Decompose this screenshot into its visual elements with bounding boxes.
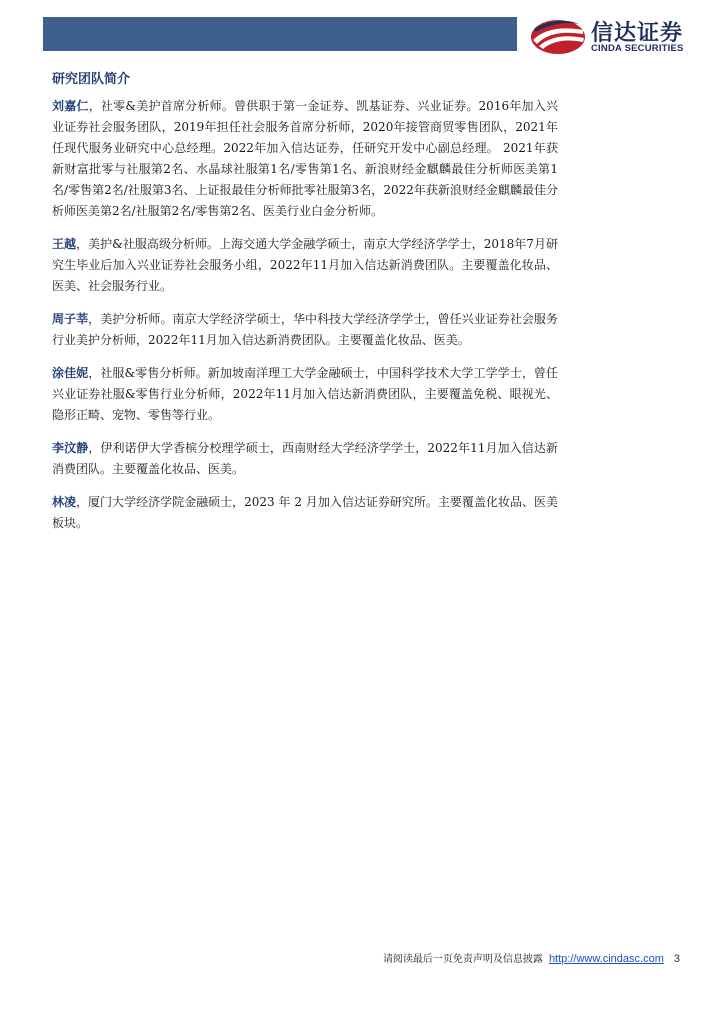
cinda-logo-icon — [529, 16, 587, 56]
analyst-bio: ，社零&美护首席分析师。曾供职于第一金证券、凯基证券、兴业证券。2016年加入兴业证券社会服务团队，2019年担任社会服务首席分析师，2020年接管商贸零售团队，2021年任现代服务业研究中心总经理。2022年加入信达证券，任研究开发中心副总经理。 2021年获新财富批零与社服第2名、水晶球社服第1名/零售第1名、新浪财经金麒麟最佳分析师医美第1名/零售第2名/社服第3名、上证报最佳分析师批零社服第3名，2022年获新浪财经金麒麟最佳分析师医美第2名/社服第2名/零售第2名、医美行业白金分析师。 — [52, 99, 558, 218]
footer-url-link[interactable]: http://www.cindasc.com — [548, 953, 664, 965]
analyst-name: 涂佳妮 — [52, 366, 89, 380]
page-number: 3 — [673, 953, 680, 965]
bio-entry — [52, 309, 558, 351]
bio-entry — [52, 438, 558, 480]
analyst-name: 李汶静 — [52, 441, 89, 455]
analyst-name: 王越 — [52, 237, 77, 251]
analyst-name: 林凌 — [52, 495, 77, 509]
analyst-name: 周子莘 — [52, 312, 89, 326]
analyst-name: 刘嘉仁 — [52, 99, 89, 113]
analyst-bio: ，厦门大学经济学院金融硕士，2023 年 2 月加入信达证券研究所。主要覆盖化妆品、医美板块。 — [52, 495, 558, 530]
analyst-bio: ，伊利诺伊大学香槟分校理学硕士，西南财经大学经济学学士，2022年11月加入信达新消费团队。主要覆盖化妆品、医美。 — [52, 441, 558, 476]
analyst-bio: ，美护&社服高级分析师。上海交通大学金融学硕士，南京大学经济学学士，2018年7月研究生毕业后加入兴业证券社会服务小组，2022年11月加入信达新消费团队。主要覆盖化妆品、医美、社会服务行业。 — [52, 237, 558, 293]
brand-name-en: CINDA SECURITIES — [591, 43, 684, 54]
section-title: 研究团队简介 — [52, 72, 131, 87]
header-bar — [43, 17, 517, 51]
page-footer — [0, 950, 680, 965]
bio-entry — [52, 234, 558, 297]
brand-logo — [529, 14, 709, 56]
bio-entry — [52, 363, 558, 426]
bio-entry — [52, 96, 558, 222]
footer-disclaimer: 请阅读最后一页免责声明及信息披露 — [382, 954, 543, 965]
team-bios — [52, 96, 558, 546]
analyst-bio: ，美护分析师。南京大学经济学硕士，华中科技大学经济学学士，曾任兴业证券社会服务行业美护分析师，2022年11月加入信达新消费团队。主要覆盖化妆品、医美。 — [52, 312, 558, 347]
brand-name-cn: 信达证券 — [591, 21, 684, 46]
analyst-bio: ，社服&零售分析师。新加坡南洋理工大学金融硕士，中国科学技术大学工学学士，曾任兴业证券社服&零售行业分析师，2022年11月加入信达新消费团队，主要覆盖免税、眼视光、隐形正畸、宠物、零售等行业。 — [52, 366, 558, 422]
bio-entry — [52, 492, 558, 534]
